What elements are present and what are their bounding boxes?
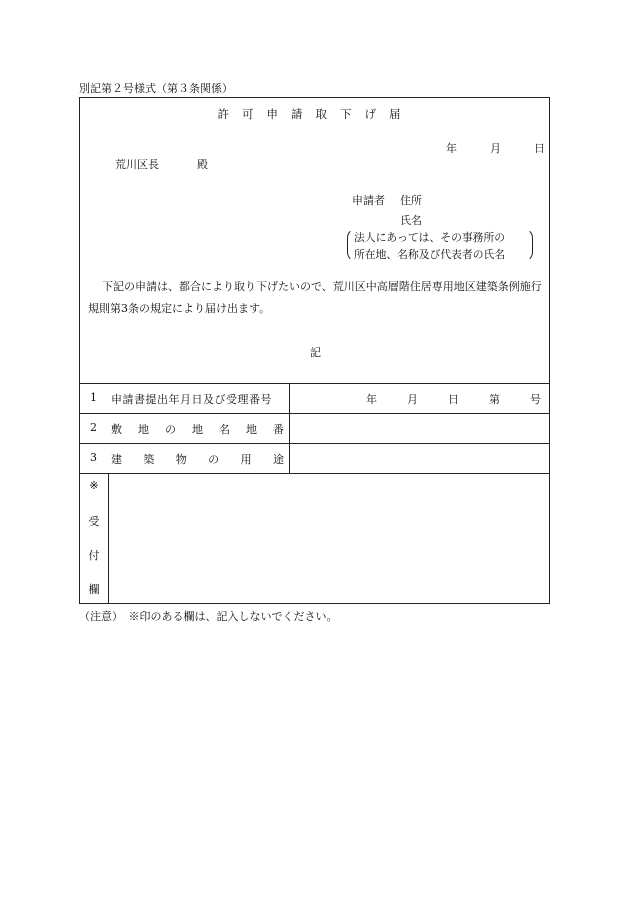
table-divider [80,413,549,414]
row-label-char: 地 [246,423,257,436]
form-label: 別記第２号様式（第３条関係） [79,82,233,95]
body-text: 下記の申請は、都合により取り下げたいので、荒川区中高層階住居専用地区建築条例施行規則第3条の規定により届け出ます。 [88,280,542,315]
footnote: （注意） ※印のある欄は、記入しないでください。 [79,610,338,623]
row-label-char: 建 [111,453,122,466]
reception-column [80,473,108,603]
row-day-label: 日 [448,393,459,406]
reception-char: 欄 [88,583,100,596]
row-label-char: 敷 [111,423,122,436]
row-no-label: 第 [489,393,500,406]
row-label-char: 番 [273,423,284,436]
date-day-label: 日 [534,142,545,155]
addressee [115,156,208,172]
reception-char: 受 [88,515,100,528]
row-label-char: 名 [219,423,230,436]
ki-heading: 記 [310,346,321,359]
row-go-label: 号 [530,393,541,406]
row-month-label: 月 [407,393,418,406]
addressee-name: 荒川区長 [115,158,159,171]
row-label-char: 用 [240,453,252,466]
reception-mark: ※ [89,479,99,492]
row-label-building-use [111,451,284,467]
date-year-label: 年 [446,142,457,155]
row-label-char: 築 [143,453,155,466]
row-number: 1 [90,391,97,404]
row-number: 2 [90,421,97,434]
corporate-note-line: 所在地、名称及び代表者の氏名 [354,248,506,261]
row-label-char: の [208,453,220,466]
row-label-char: 物 [175,453,187,466]
form-box [79,97,550,604]
row-label-char: 地 [138,423,149,436]
row-label-submission-date: 申請書提出年月日及び受理番号 [111,393,272,406]
applicant-address-label: 住所 [400,194,422,207]
row-number: 3 [90,451,97,464]
row-value-submission-date [366,391,541,407]
row-year-label: 年 [366,393,377,406]
row-label-char: 途 [272,453,284,466]
table-divider [80,443,549,444]
document-title: 許可申請取下げ届 [217,107,414,121]
row-label-site-address [111,421,284,437]
date-month-label: 月 [490,142,501,155]
corporate-note [347,228,533,262]
applicant-name-label: 氏名 [400,214,422,227]
table-column-divider [289,383,290,473]
stamp-column-divider [108,473,109,603]
corporate-note-line: 法人にあっては、その事務所の [354,231,506,244]
addressee-honorific: 殿 [197,158,208,171]
date-line [446,140,545,156]
row-label-char: 地 [192,423,203,436]
table-divider [80,473,549,474]
reception-char: 付 [88,549,100,562]
row-label-char: の [165,423,176,436]
table-divider [80,383,549,384]
applicant-label: 申請者 [352,194,385,207]
